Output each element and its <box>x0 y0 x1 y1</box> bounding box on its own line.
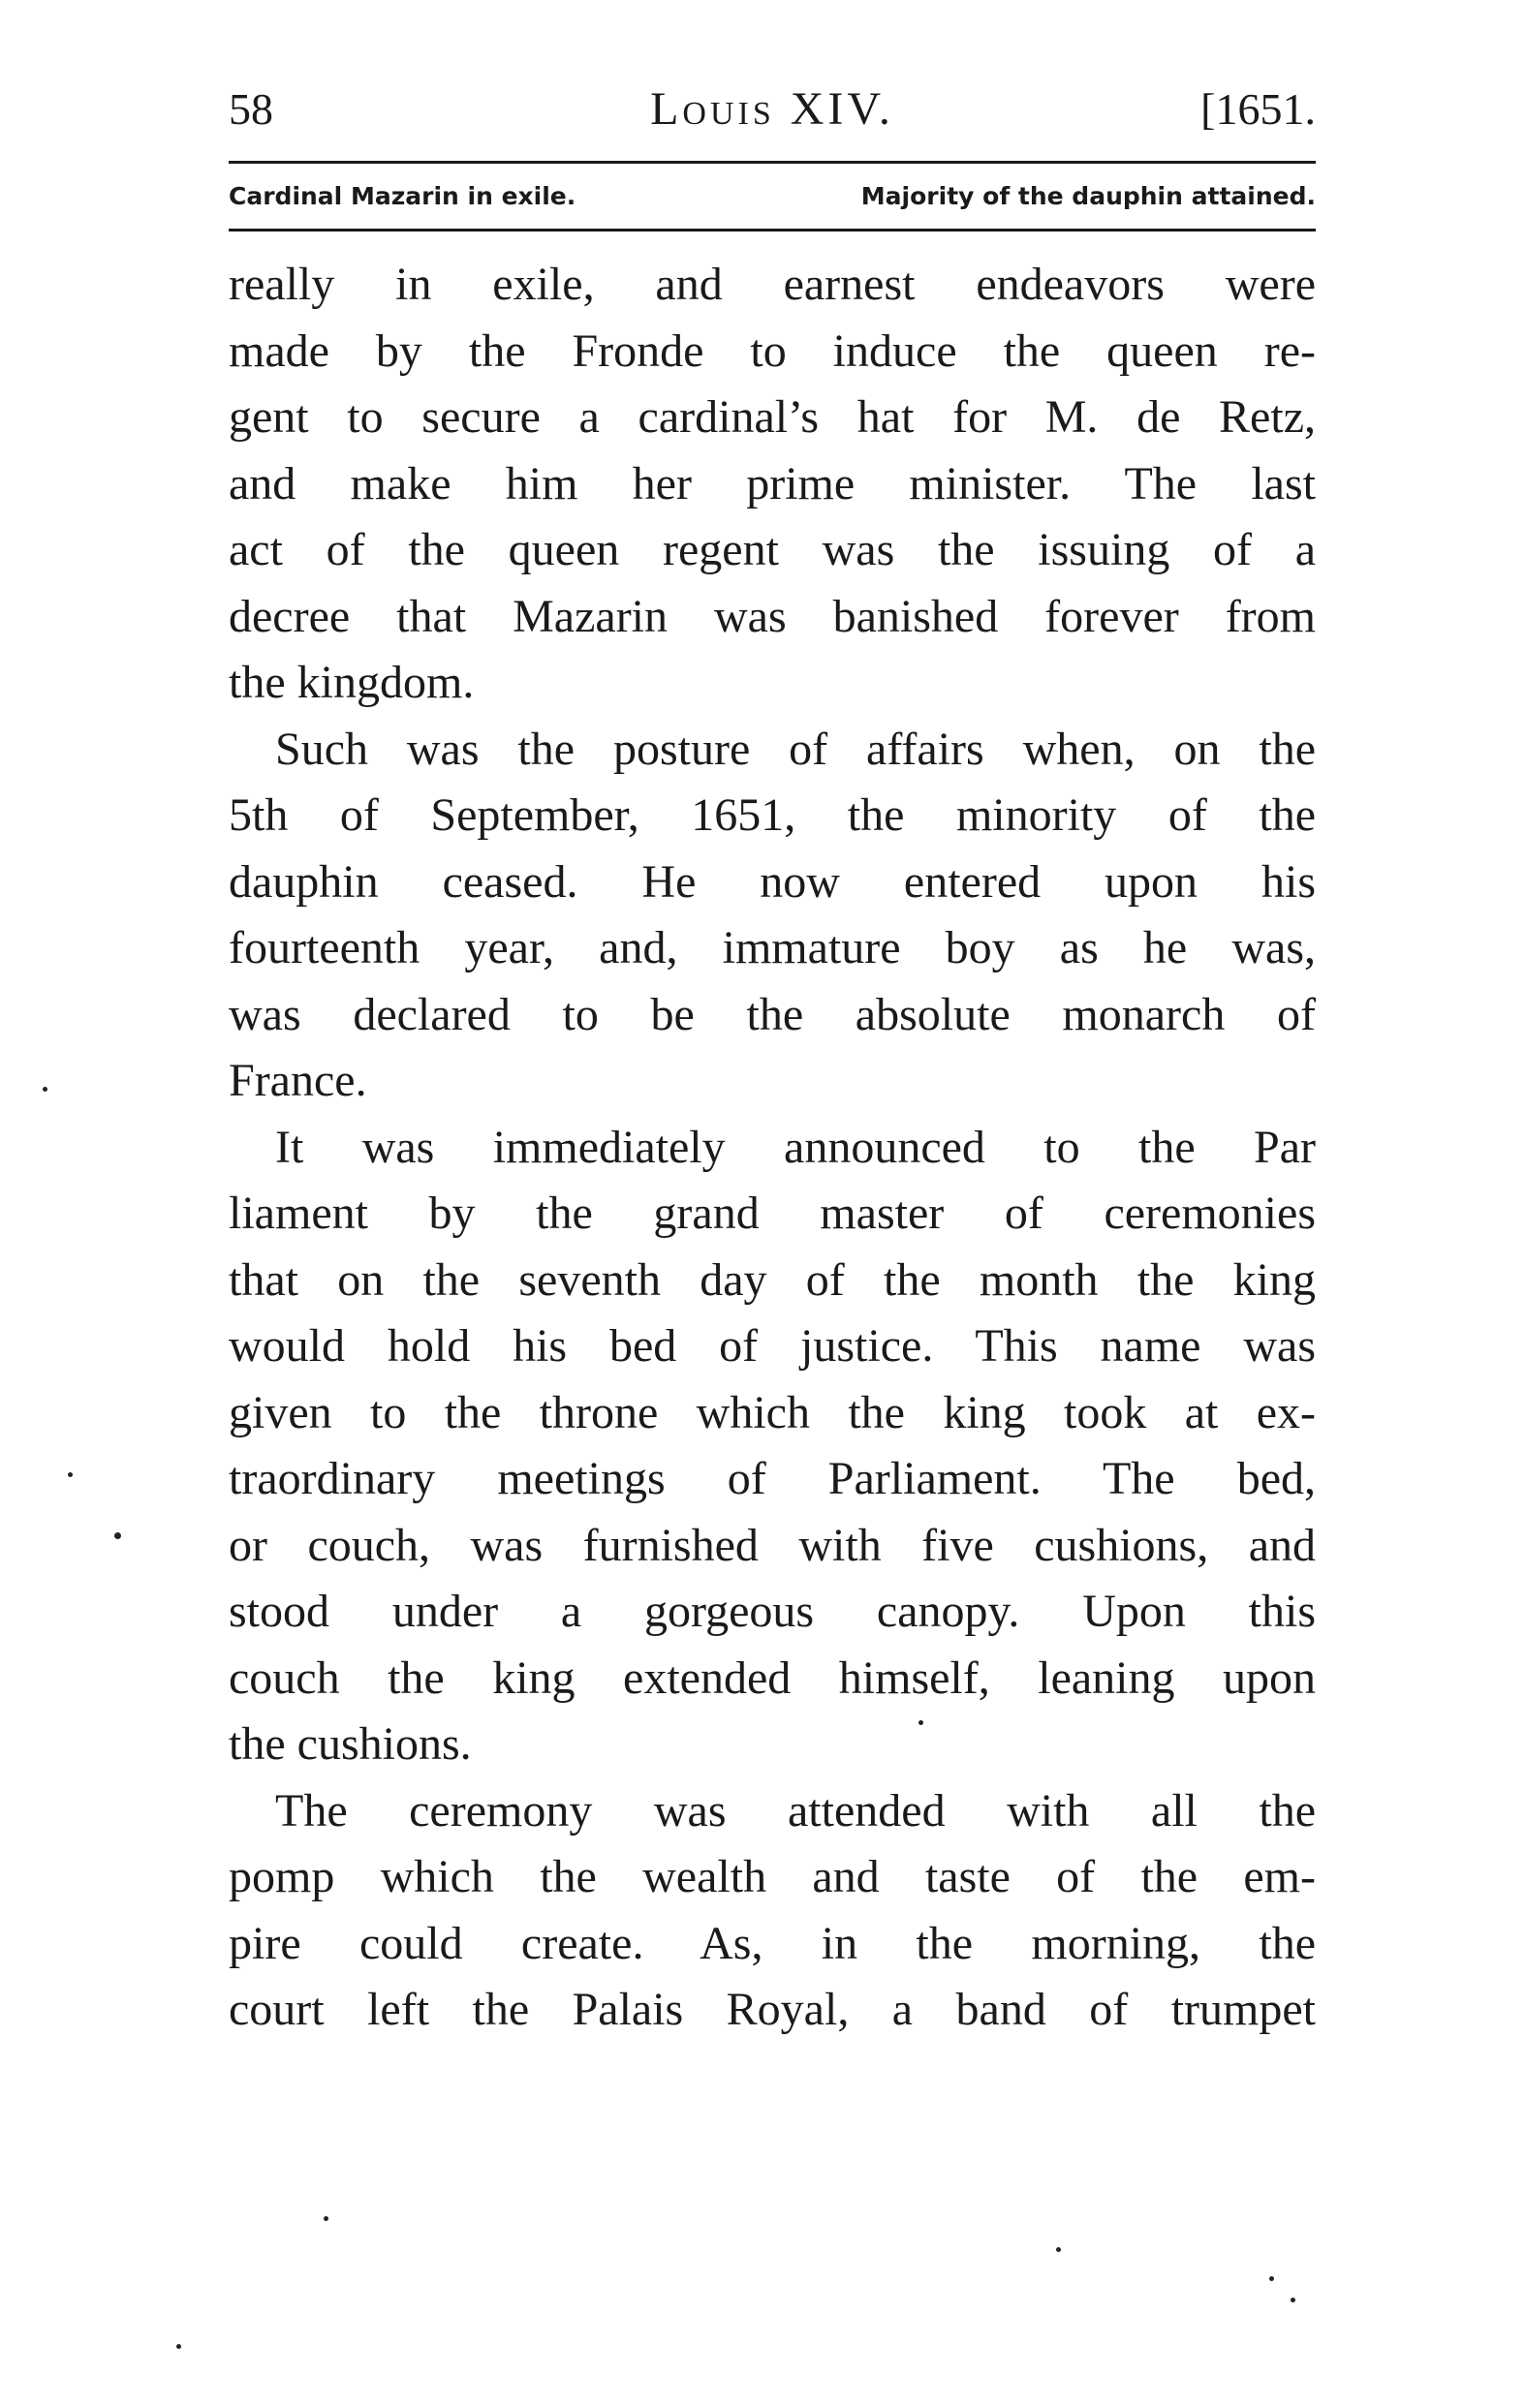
text-line: The ceremony was attended with all the <box>275 1784 1316 1837</box>
running-title: Louis XIV. <box>650 83 894 135</box>
body-text <box>229 252 1316 2044</box>
text-line: dauphin ceased. He now entered upon his <box>229 855 1316 908</box>
text-line: pire could create. As, in the morning, the <box>229 1917 1316 1969</box>
running-head <box>229 76 1316 143</box>
paragraph <box>229 1778 1316 2044</box>
paragraph <box>229 252 1316 717</box>
text-line: would hold his bed of justice. This name was <box>229 1320 1316 1372</box>
paragraph <box>229 1115 1316 1778</box>
paragraph <box>229 717 1316 1115</box>
scan-speck <box>918 1720 923 1725</box>
text-line: pomp which the wealth and taste of the em- <box>229 1851 1316 1902</box>
text-line: 5th of September, 1651, the minority of the <box>229 789 1316 841</box>
scan-speck <box>1056 2247 1061 2252</box>
marginal-subhead <box>229 174 1316 219</box>
text-line: court left the Palais Royal, a band of trumpet <box>229 1984 1316 2035</box>
scan-speck <box>114 1532 121 1539</box>
text-line: liament by the grand master of ceremonies <box>229 1188 1316 1239</box>
scan-speck <box>43 1087 47 1092</box>
text-line: the cushions. <box>229 1718 472 1770</box>
scan-speck <box>324 2216 328 2221</box>
text-line: stood under a gorgeous canopy. Upon this <box>229 1586 1316 1637</box>
header-rule-top <box>229 161 1316 164</box>
text-line: fourteenth year, and, immature boy as he was, <box>229 922 1316 973</box>
text-line: couch the king extended himself, leaning upon <box>229 1652 1316 1704</box>
text-line: given to the throne which the king took at ex- <box>229 1386 1316 1438</box>
text-line: or couch, was furnished with five cushions, and <box>229 1519 1316 1571</box>
page-number: 58 <box>229 84 273 134</box>
text-line: that on the seventh day of the month the king <box>229 1253 1316 1306</box>
header-rule-bottom <box>229 229 1316 232</box>
text-line: made by the Fronde to induce the queen re- <box>229 324 1316 377</box>
running-year: [1651. <box>1200 84 1316 134</box>
text-line: decree that Mazarin was banished forever from <box>229 590 1316 642</box>
scan-speck <box>68 1472 73 1477</box>
text-line: the kingdom. <box>229 657 475 708</box>
text-line: Such was the posture of affairs when, on the <box>275 723 1316 775</box>
text-line: traordinary meetings of Parliament. The bed, <box>229 1453 1316 1504</box>
text-line: really in exile, and earnest endeavors were <box>229 259 1316 310</box>
text-line: gent to secure a cardinal’s hat for M. de Retz, <box>229 391 1316 443</box>
text-line: It was immediately announced to the Par <box>275 1121 1316 1173</box>
text-line: act of the queen regent was the issuing of a <box>229 524 1316 575</box>
scan-speck <box>176 2344 181 2349</box>
subhead-right: Majority of the dauphin attained. <box>860 182 1316 210</box>
scan-speck <box>1269 2276 1274 2281</box>
scan-speck <box>1291 2298 1295 2302</box>
text-line: was declared to be the absolute monarch of <box>229 988 1316 1040</box>
text-line: and make him her prime minister. The last <box>229 457 1316 509</box>
subhead-left: Cardinal Mazarin in exile. <box>229 182 576 210</box>
text-line: France. <box>229 1055 367 1106</box>
